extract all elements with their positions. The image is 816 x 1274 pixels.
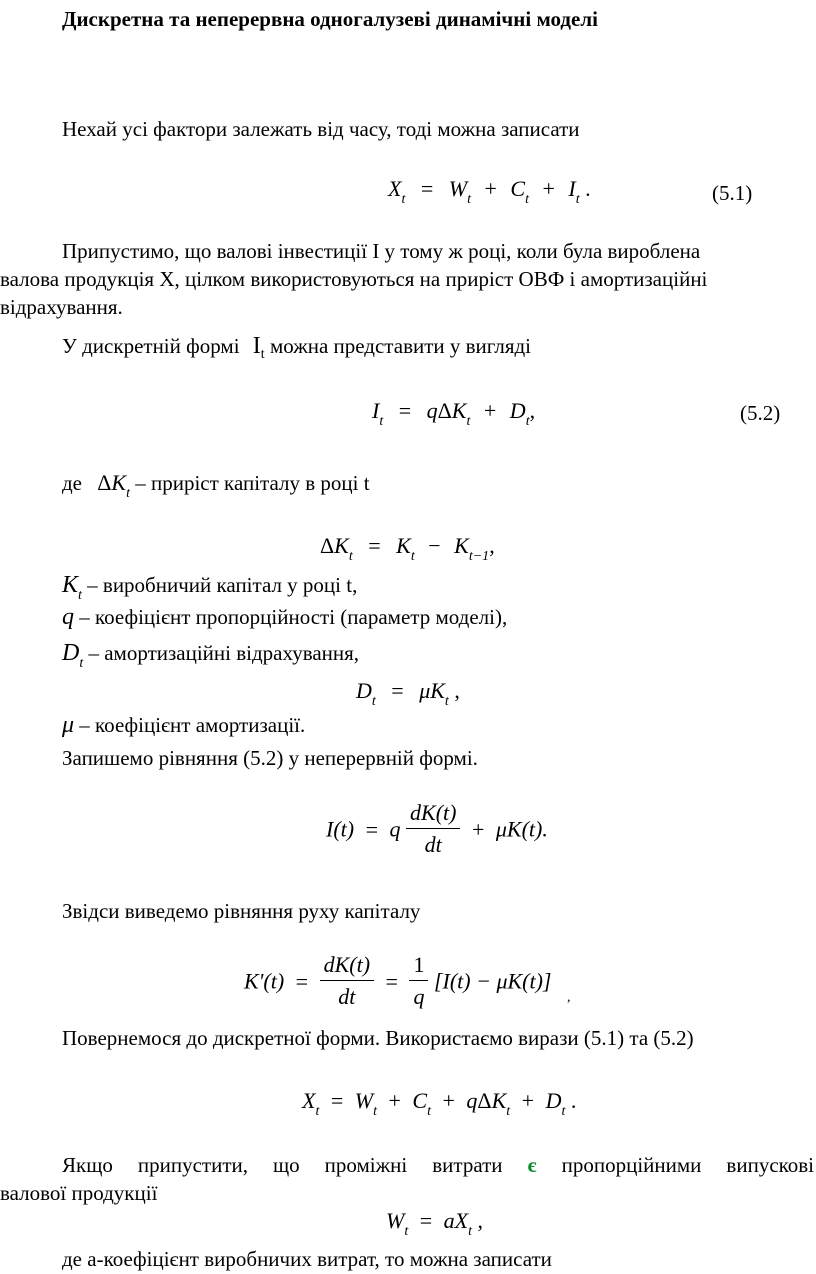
- highlighted-word: є: [527, 1153, 537, 1177]
- de-definition: – приріст капіталу в році t: [135, 471, 370, 495]
- paragraph-3: У дискретній формі $I_t$ можна представити у вигляді: [62, 333, 531, 362]
- paragraph-2-line-3: відрахування.: [0, 295, 123, 319]
- equation-discrete: $X_t = W_t + C_t + q\Delta K_t + D_t$ .: [302, 1088, 577, 1119]
- paragraph-7-line-1: [62, 1152, 814, 1178]
- equation-delta-k: $\Delta K_t = K_t - K_{t-1}$,: [320, 533, 495, 564]
- page-title: Дискретна та неперервна одногалузеві динамічні моделі: [62, 7, 598, 31]
- k-definition: $K_t$ – виробничий капітал у році t,: [62, 572, 358, 603]
- paragraph-8: де a-коефіцієнт виробничих витрат, то можна записати: [62, 1247, 552, 1271]
- de-line: де $\Delta K_t$ – приріст капіталу в році t: [62, 470, 370, 501]
- paragraph-6: Повернемося до дискретної форми. Використаємо вирази (5.1) та (5.2): [62, 1026, 694, 1050]
- equation-5-2: $I_t = q\Delta K_t + D_t$,: [372, 398, 536, 429]
- paragraph-2-line-1: Припустимо, що валові інвестиції I у тому ж році, коли була вироблена: [62, 239, 701, 263]
- mu-definition-text: – коефіцієнт амортизації.: [79, 713, 306, 737]
- q-definition-text: – коефіцієнт пропорційності (параметр моделі),: [79, 605, 508, 629]
- d-definition: $D_t$ – амортизаційні відрахування,: [62, 640, 360, 671]
- equation-number-5-1: (5.1): [712, 181, 753, 205]
- equation-w-ax: $W_t = aX_t$ ,: [386, 1208, 483, 1239]
- paragraph-7-part-b: пропорційними випускові: [561, 1153, 815, 1177]
- equation-5-1: $X_t = W_t + C_t + I_t$ .: [388, 176, 591, 207]
- equation-number-5-2: (5.2): [740, 401, 781, 425]
- q-definition: q – коефіцієнт пропорційності (параметр моделі),: [62, 604, 508, 630]
- paragraph-5: Звідси виведемо рівняння руху капіталу: [62, 899, 421, 923]
- mu-definition: μ – коефіцієнт амортизації.: [62, 712, 306, 738]
- paragraph-3-start: У дискретній формі: [62, 334, 240, 358]
- paragraph-1: Нехай усі фактори залежать від часу, тоді можна записати: [62, 117, 580, 141]
- paragraph-7-part-a: Якщо припустити, що проміжні витрати: [62, 1153, 503, 1177]
- paragraph-4: Запишемо рівняння (5.2) у неперервній формі.: [62, 746, 478, 770]
- equation-continuous: I(t) = q $\frac{dK(t)}{dt}$ + μK(t).: [326, 800, 548, 857]
- paragraph-3-end: можна представити у вигляді: [269, 334, 531, 358]
- paragraph-2-line-2: валова продукція X, цілком використовуються на приріст ОВФ і амортизаційні: [0, 267, 708, 291]
- equation-capital-motion: K'(t) = $\frac{dK(t)}{dt}$ = $\frac{1}{q}$ [I(t) − μK(t)] $_,$: [244, 952, 571, 1009]
- de-word: де: [62, 471, 83, 495]
- paragraph-7-line-2: валової продукції: [0, 1181, 158, 1205]
- k-definition-text: – виробничий капітал у році t,: [87, 573, 358, 597]
- d-definition-text: – амортизаційні відрахування,: [88, 641, 360, 665]
- equation-d-mu-k: $D_t = \mu K_t$ ,: [356, 678, 460, 709]
